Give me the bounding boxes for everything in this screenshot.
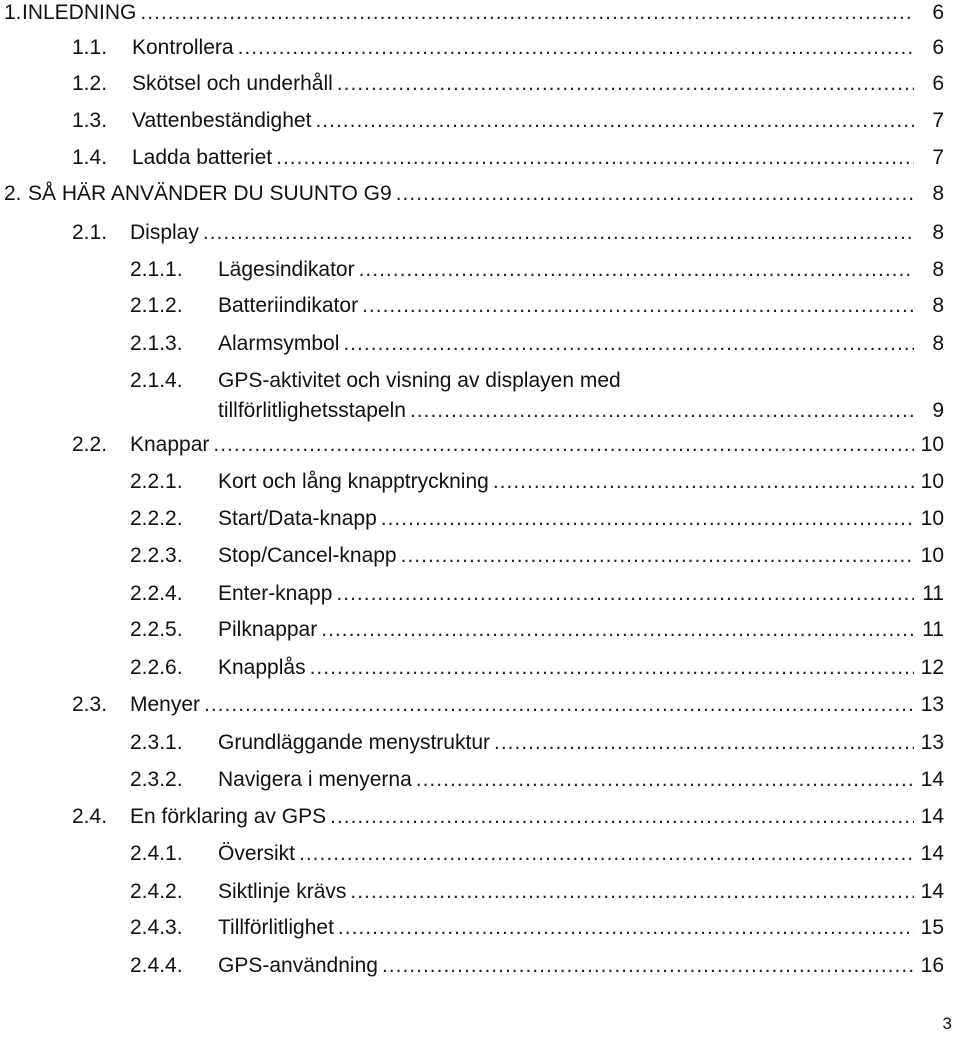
toc-entry-number: 2.2.6. bbox=[130, 656, 183, 679]
toc-leader-dots bbox=[338, 915, 914, 941]
toc-entry-title: Lägesindikator bbox=[218, 257, 359, 283]
toc-entry-title: Pilknappar bbox=[218, 617, 321, 643]
toc-entry-number: 2.1. bbox=[72, 221, 108, 244]
toc-entry-page: 14 bbox=[920, 805, 944, 828]
toc-leader-dots bbox=[382, 953, 914, 979]
toc-entry-number: 2.2.4. bbox=[130, 582, 183, 605]
toc-leader-dots bbox=[337, 71, 914, 97]
toc-entry-page: 13 bbox=[920, 731, 944, 754]
toc-entry-page: 6 bbox=[932, 1, 944, 24]
toc-entry-number: 2.2.2. bbox=[130, 507, 183, 530]
toc-leader-dots bbox=[359, 257, 914, 283]
toc-entry-title: Skötsel och underhåll bbox=[132, 71, 337, 97]
toc-entry-number: 2.2.5. bbox=[130, 618, 183, 641]
toc-entry-number: 2.2.1. bbox=[130, 470, 183, 493]
toc-leader-dots bbox=[336, 581, 914, 607]
toc-leader-dots bbox=[213, 432, 914, 458]
toc-entry-title: Enter-knapp bbox=[218, 581, 336, 607]
toc-entry-title: Batteriindikator bbox=[218, 293, 362, 319]
toc-entry-page: 6 bbox=[932, 36, 944, 59]
toc-entry-number: 1.3. bbox=[72, 109, 108, 132]
toc-entry-title: Tillförlitlighet bbox=[218, 915, 338, 941]
toc-entry-title: GPS-aktivitet och visning av displayen med bbox=[218, 369, 621, 392]
toc-entry-number: 2.1.3. bbox=[130, 332, 183, 355]
toc-entry-page: 14 bbox=[920, 880, 944, 903]
toc-entry-page: 11 bbox=[922, 582, 944, 605]
toc-entry-title: Grundläggande menystruktur bbox=[218, 730, 494, 756]
toc-leader-dots bbox=[203, 220, 914, 246]
toc-entry-number: 1.1. bbox=[72, 36, 108, 59]
toc-entry-title: Knappar bbox=[130, 432, 213, 458]
toc-entry-number: 2. bbox=[4, 182, 22, 205]
toc-entry-title-cont: tillförlitlighetsstapeln bbox=[218, 398, 410, 424]
toc-entry-title: Ladda batteriet bbox=[132, 145, 276, 171]
footer-page-number: 3 bbox=[942, 1014, 952, 1033]
toc-entry-title: Menyer bbox=[130, 692, 204, 718]
toc-entry-page: 14 bbox=[920, 768, 944, 791]
toc-entry-page: 8 bbox=[932, 258, 944, 281]
toc-entry-number: 2.3.2. bbox=[130, 768, 183, 791]
toc-leader-dots bbox=[238, 35, 914, 61]
toc-entry-title: Kontrollera bbox=[132, 35, 238, 61]
toc-leader-dots bbox=[299, 841, 914, 867]
toc-entry-number: 2.1.4. bbox=[130, 369, 183, 392]
toc-leader-dots bbox=[330, 804, 914, 830]
toc-entry-number: 2.2.3. bbox=[130, 544, 183, 567]
toc-entry-page: 8 bbox=[932, 294, 944, 317]
toc-entry-title: SÅ HÄR ANVÄNDER DU SUUNTO G9 bbox=[28, 181, 396, 207]
toc-entry-page: 8 bbox=[932, 332, 944, 355]
toc-leader-dots bbox=[315, 108, 914, 134]
toc-leader-dots bbox=[401, 543, 914, 569]
toc-entry-page: 11 bbox=[922, 618, 944, 641]
toc-entry-number: 2.2. bbox=[72, 433, 108, 456]
toc-leader-dots bbox=[362, 293, 914, 319]
toc-leader-dots bbox=[276, 145, 914, 171]
toc-leader-dots bbox=[416, 767, 914, 793]
toc-entry-page: 15 bbox=[920, 916, 944, 939]
toc-entry-title: Knapplås bbox=[218, 655, 310, 681]
toc-entry-title: Vattenbeständighet bbox=[132, 108, 315, 134]
toc-entry-title: Siktlinje krävs bbox=[218, 879, 350, 905]
toc-entry-number: 2.1.1. bbox=[130, 258, 183, 281]
toc-entry-number: 2.4.2. bbox=[130, 880, 183, 903]
toc-entry-number: 2.4. bbox=[72, 805, 108, 828]
toc-entry-number: 1.2. bbox=[72, 72, 108, 95]
toc-entry-title: Stop/Cancel-knapp bbox=[218, 543, 401, 569]
toc-leader-dots bbox=[493, 469, 914, 495]
toc-entry-title: En förklaring av GPS bbox=[130, 804, 330, 830]
toc-entry-title: GPS-användning bbox=[218, 953, 382, 979]
toc-entry-page: 9 bbox=[932, 399, 944, 422]
toc-leader-dots bbox=[381, 506, 914, 532]
toc-leader-dots bbox=[410, 398, 914, 424]
toc-entry-number: 2.4.1. bbox=[130, 842, 183, 865]
toc-entry-page: 8 bbox=[932, 221, 944, 244]
toc-entry-page: 10 bbox=[920, 507, 944, 530]
toc-entry-number: 2.1.2. bbox=[130, 294, 183, 317]
toc-entry-page: 6 bbox=[932, 72, 944, 95]
toc-entry-page: 10 bbox=[920, 433, 944, 456]
toc-entry-page: 10 bbox=[920, 470, 944, 493]
toc-entry-page: 14 bbox=[920, 842, 944, 865]
toc-entry-title: Start/Data-knapp bbox=[218, 506, 381, 532]
toc-entry-page: 12 bbox=[920, 656, 944, 679]
toc-leader-dots bbox=[140, 0, 914, 26]
toc-entry-title: Översikt bbox=[218, 841, 299, 867]
toc-leader-dots bbox=[204, 692, 914, 718]
toc-entry-page: 7 bbox=[932, 146, 944, 169]
toc-leader-dots bbox=[321, 617, 914, 643]
toc-entry-title: Display bbox=[130, 220, 203, 246]
toc-leader-dots bbox=[396, 181, 914, 207]
toc-entry-page: 10 bbox=[920, 544, 944, 567]
toc-leader-dots bbox=[310, 655, 914, 681]
toc-entry-number: 1.4. bbox=[72, 146, 108, 169]
toc-entry-number: 2.4.3. bbox=[130, 916, 183, 939]
toc-entry-title: Alarmsymbol bbox=[218, 331, 343, 357]
toc-entry-number: 2.3. bbox=[72, 693, 108, 716]
toc-entry-title: Kort och lång knapptryckning bbox=[218, 469, 493, 495]
toc-entry-page: 13 bbox=[920, 693, 944, 716]
toc-leader-dots bbox=[350, 879, 914, 905]
toc-entry-title: INLEDNING bbox=[22, 0, 140, 26]
toc-entry-number: 2.3.1. bbox=[130, 731, 183, 754]
toc-entry-page: 7 bbox=[932, 109, 944, 132]
toc-entry-number: 2.4.4. bbox=[130, 954, 183, 977]
toc-entry-title: Navigera i menyerna bbox=[218, 767, 416, 793]
toc-entry-page: 8 bbox=[932, 182, 944, 205]
toc-leader-dots bbox=[343, 331, 914, 357]
toc-leader-dots bbox=[494, 730, 914, 756]
toc-entry-page: 16 bbox=[920, 954, 944, 977]
toc-entry-number: 1. bbox=[4, 1, 22, 24]
